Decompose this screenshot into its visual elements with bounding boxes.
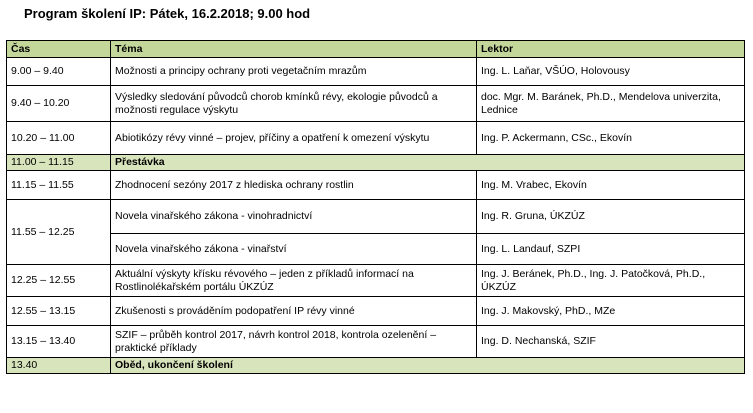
- row-time: 11.00 – 11.15: [7, 155, 111, 171]
- table-row: [7, 122, 745, 155]
- row-topic: Abiotikózy révy vinné – projev, příčiny a opatření k omezení výskytu: [111, 122, 477, 155]
- header-time: Čas: [7, 41, 111, 58]
- row-topic: Zhodnocení sezóny 2017 z hlediska ochrany rostlin: [111, 171, 477, 200]
- row-time: 9.00 – 9.40: [7, 58, 111, 86]
- row-time: 11.15 – 11.55: [7, 171, 111, 200]
- table-row: [7, 58, 745, 86]
- row-time: 13.15 – 13.40: [7, 326, 111, 358]
- row-time: 13.40: [7, 358, 111, 374]
- row-time: 12.55 – 13.15: [7, 297, 111, 326]
- lunch-label: Oběd, ukončení školení: [111, 358, 745, 374]
- row-lecturer: Ing. L. Landauf, SZPI: [477, 234, 745, 265]
- table-row: [7, 297, 745, 326]
- table-row: [7, 171, 745, 200]
- table-row: [7, 234, 745, 265]
- row-lecturer: Ing. P. Ackermann, CSc., Ekovín: [477, 122, 745, 155]
- row-time: 11.55 – 12.25: [7, 200, 111, 265]
- lunch-row: [7, 358, 745, 374]
- table-row: [7, 326, 745, 358]
- row-lecturer: Ing. D. Nechanská, SZIF: [477, 326, 745, 358]
- row-topic: SZIF – průběh kontrol 2017, návrh kontrol 2018, kontrola ozelenění – praktické příklady: [111, 326, 477, 358]
- row-topic: Aktuální výskyty křísku révového – jeden z příkladů informací na Rostlinolékařském portálu ÚKZÚZ: [111, 265, 477, 297]
- row-time: 12.25 – 12.55: [7, 265, 111, 297]
- row-lecturer: Ing. M. Vrabec, Ekovín: [477, 171, 745, 200]
- row-topic: Novela vinařského zákona - vinařství: [111, 234, 477, 265]
- table-row: [7, 200, 745, 234]
- table-row: [7, 86, 745, 122]
- header-topic: Téma: [111, 41, 477, 58]
- row-topic: Výsledky sledování původců chorob kmínků révy, ekologie původců a možnosti regulace výskytu: [111, 86, 477, 122]
- row-lecturer: doc. Mgr. M. Baránek, Ph.D., Mendelova univerzita, Lednice: [477, 86, 745, 122]
- table-header-row: [7, 41, 745, 58]
- row-topic: Zkušenosti s prováděním podopatření IP révy vinné: [111, 297, 477, 326]
- row-lecturer: Ing. L. Laňar, VŠÚO, Holovousy: [477, 58, 745, 86]
- row-lecturer: Ing. R. Gruna, ÚKZÚZ: [477, 200, 745, 234]
- table-row: [7, 265, 745, 297]
- row-lecturer: Ing. J. Makovský, PhD., MZe: [477, 297, 745, 326]
- page-title: Program školení IP: Pátek, 16.2.2018; 9.00 hod: [24, 6, 311, 21]
- row-time: 10.20 – 11.00: [7, 122, 111, 155]
- row-time: 9.40 – 10.20: [7, 86, 111, 122]
- row-topic: Možnosti a principy ochrany proti vegetačním mrazům: [111, 58, 477, 86]
- break-label: Přestávka: [111, 155, 745, 171]
- row-lecturer: Ing. J. Beránek, Ph.D., Ing. J. Patočková, Ph.D., ÚKZÚZ: [477, 265, 745, 297]
- schedule-table: [6, 40, 745, 374]
- break-row: [7, 155, 745, 171]
- row-topic: Novela vinařského zákona - vinohradnictví: [111, 200, 477, 234]
- header-lecturer: Lektor: [477, 41, 745, 58]
